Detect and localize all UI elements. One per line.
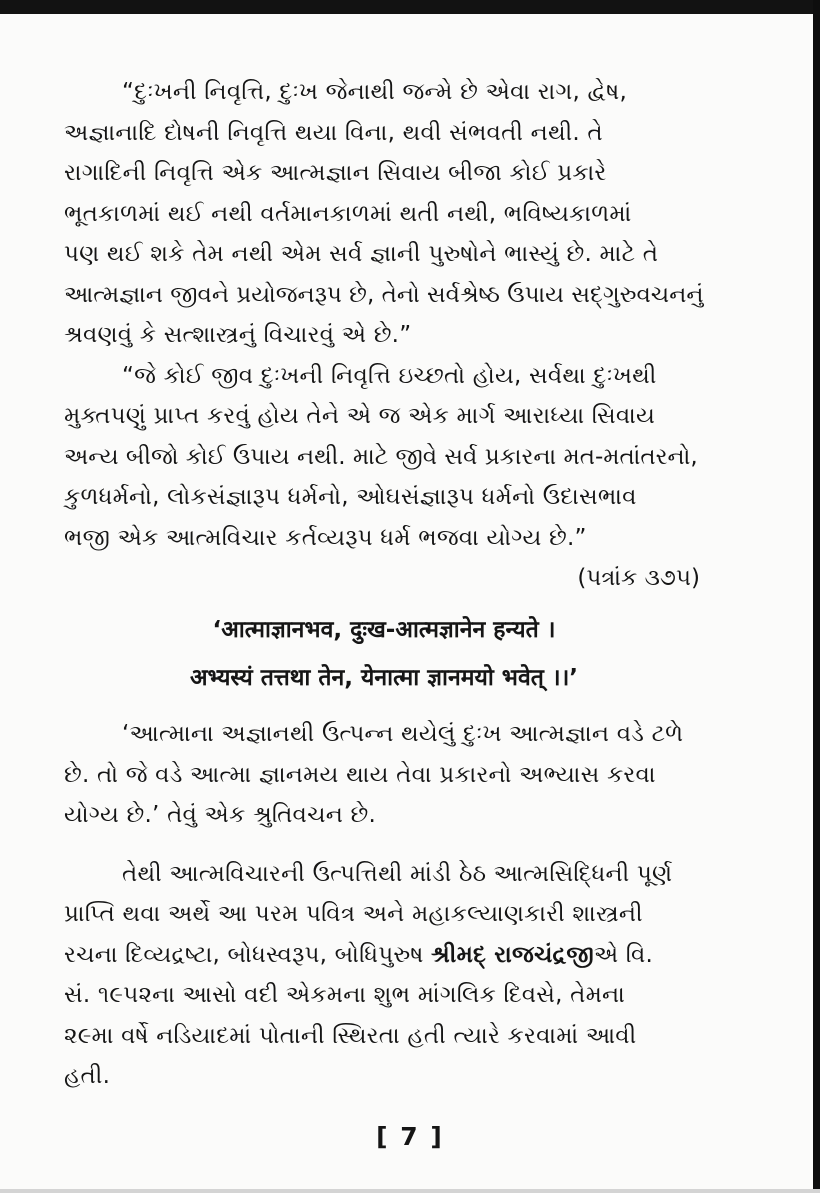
text-line: “જે કોઈ જીવ દુઃખની નિવૃત્તિ ઇચ્છતો હોય, સર્વથા દુઃખથી (122, 362, 657, 389)
text-line (64, 935, 704, 976)
text-line: આત્મજ્ઞાન જીવને પ્રયોજનરૂપ છે, તેનો સર્વશ્રેષ્ઠ ઉપાય સદ્‌ગુરુવચનનું (64, 281, 704, 308)
scan-top-border (0, 0, 820, 14)
text-segment: એ વિ. (593, 941, 654, 968)
author-name: શ્રીમદ્ રાજચંદ્રજી (431, 941, 594, 968)
shloka-line: अभ्यस्यं तत्तथा तेन, येनात्मा ज्ञानमयो भवेत् ।।’ (189, 665, 579, 691)
text-line: મુક્તપણું પ્રાપ્ત કરવું હોય તેને એ જ એક માર્ગ આરાધ્યા સિવાય (64, 403, 656, 429)
text-line: ભજી એક આત્મવિચાર કર્તવ્યરૂપ ધર્મ ભજવા યોગ્ય છે.” (64, 524, 587, 551)
text-line: હતી. (64, 1063, 111, 1089)
scan-right-border (813, 0, 820, 1193)
text-line: રાગાદિની નિવૃત્તિ એક આત્મજ્ઞાન સિવાય બીજા કોઈ પ્રકારે (64, 160, 607, 186)
paragraph-quote-1 (64, 72, 704, 356)
text-line: અજ્ઞાનાદિ દોષની નિવૃત્તિ થયા વિના, થવી સંભવતી નથી. તે (64, 119, 603, 146)
text-line: કુળધર્મનો, લોકસંજ્ઞારૂપ ધર્મનો, ઓઘસંજ્ઞારૂપ ધર્મનો ઉદાસભાવ (64, 484, 637, 510)
text-line: “દુઃખની નિવૃત્તિ, દુઃખ જેનાથી જન્મે છે એવા રાગ, દ્વેષ, (122, 79, 627, 105)
text-line: યોગ્ય છે.’ તેવું એક શ્રુતિવચન છે. (64, 802, 377, 828)
text-line: છે. તો જે વડે આત્મા જ્ઞાનમય થાય તેવા પ્રકારનો અભ્યાસ કરવા (64, 761, 656, 788)
paragraph-translation (64, 714, 704, 836)
page-content (64, 72, 704, 1097)
text-segment: રચના દિવ્યદ્રષ્ટા, બોધસ્વરૂપ, બોધિપુરુષ (64, 941, 432, 968)
text-line: શ્રવણવું કે સત્શાસ્ત્રનું વિચારવું એ છે.” (64, 322, 412, 348)
text-line: ભૂતકાળમાં થઈ નથી વર્તમાનકાળમાં થતી નથી, ભવિષ્યકાળમાં (64, 200, 632, 227)
shloka-line: ‘आत्माज्ञानभव, दुःख-आत्मज्ञानेन हन्यते । (212, 617, 556, 643)
page-number: [ 7 ] (376, 1122, 444, 1151)
text-line: ‘આત્માના અજ્ઞાનથી ઉત્પન્ન થયેલું દુઃખ આત્મજ્ઞાન વડે ટળે (122, 721, 684, 747)
paragraph-composition-note (64, 854, 704, 1097)
text-line: ૨૯મા વર્ષે નડિયાદમાં પોતાની સ્થિરતા હતી ત્યારે કરવામાં આવી (64, 1022, 637, 1049)
scan-bottom-edge (0, 1189, 820, 1193)
text-line: તેથી આત્મવિચારની ઉત્પત્તિથી માંડી ઠેઠ આત્મસિદ્ધિની પૂર્ણ (122, 860, 673, 887)
text-line: પ્રાપ્તિ થવા અર્થે આ પરમ પવિત્ર અને મહાકલ્યાણકારી શાસ્ત્રની (64, 901, 643, 927)
text-line: અન્ય બીજો કોઈ ઉપાય નથી. માટે જીવે સર્વ પ્રકારના મત-મતાંતરનો, (64, 443, 698, 470)
text-line: પણ થઈ શકે તેમ નથી એમ સર્વ જ્ઞાની પુરુષોને ભાસ્યું છે. માટે તે (64, 241, 659, 267)
sanskrit-shloka (64, 606, 704, 702)
paragraph-quote-2 (64, 356, 704, 559)
text-line: સં. ૧૯૫૨ના આસો વદી એકમના શુભ માંગલિક દિવસે, તેમના (64, 982, 626, 1008)
letter-reference: (પત્રાંક ૩૭૫) (577, 565, 700, 591)
